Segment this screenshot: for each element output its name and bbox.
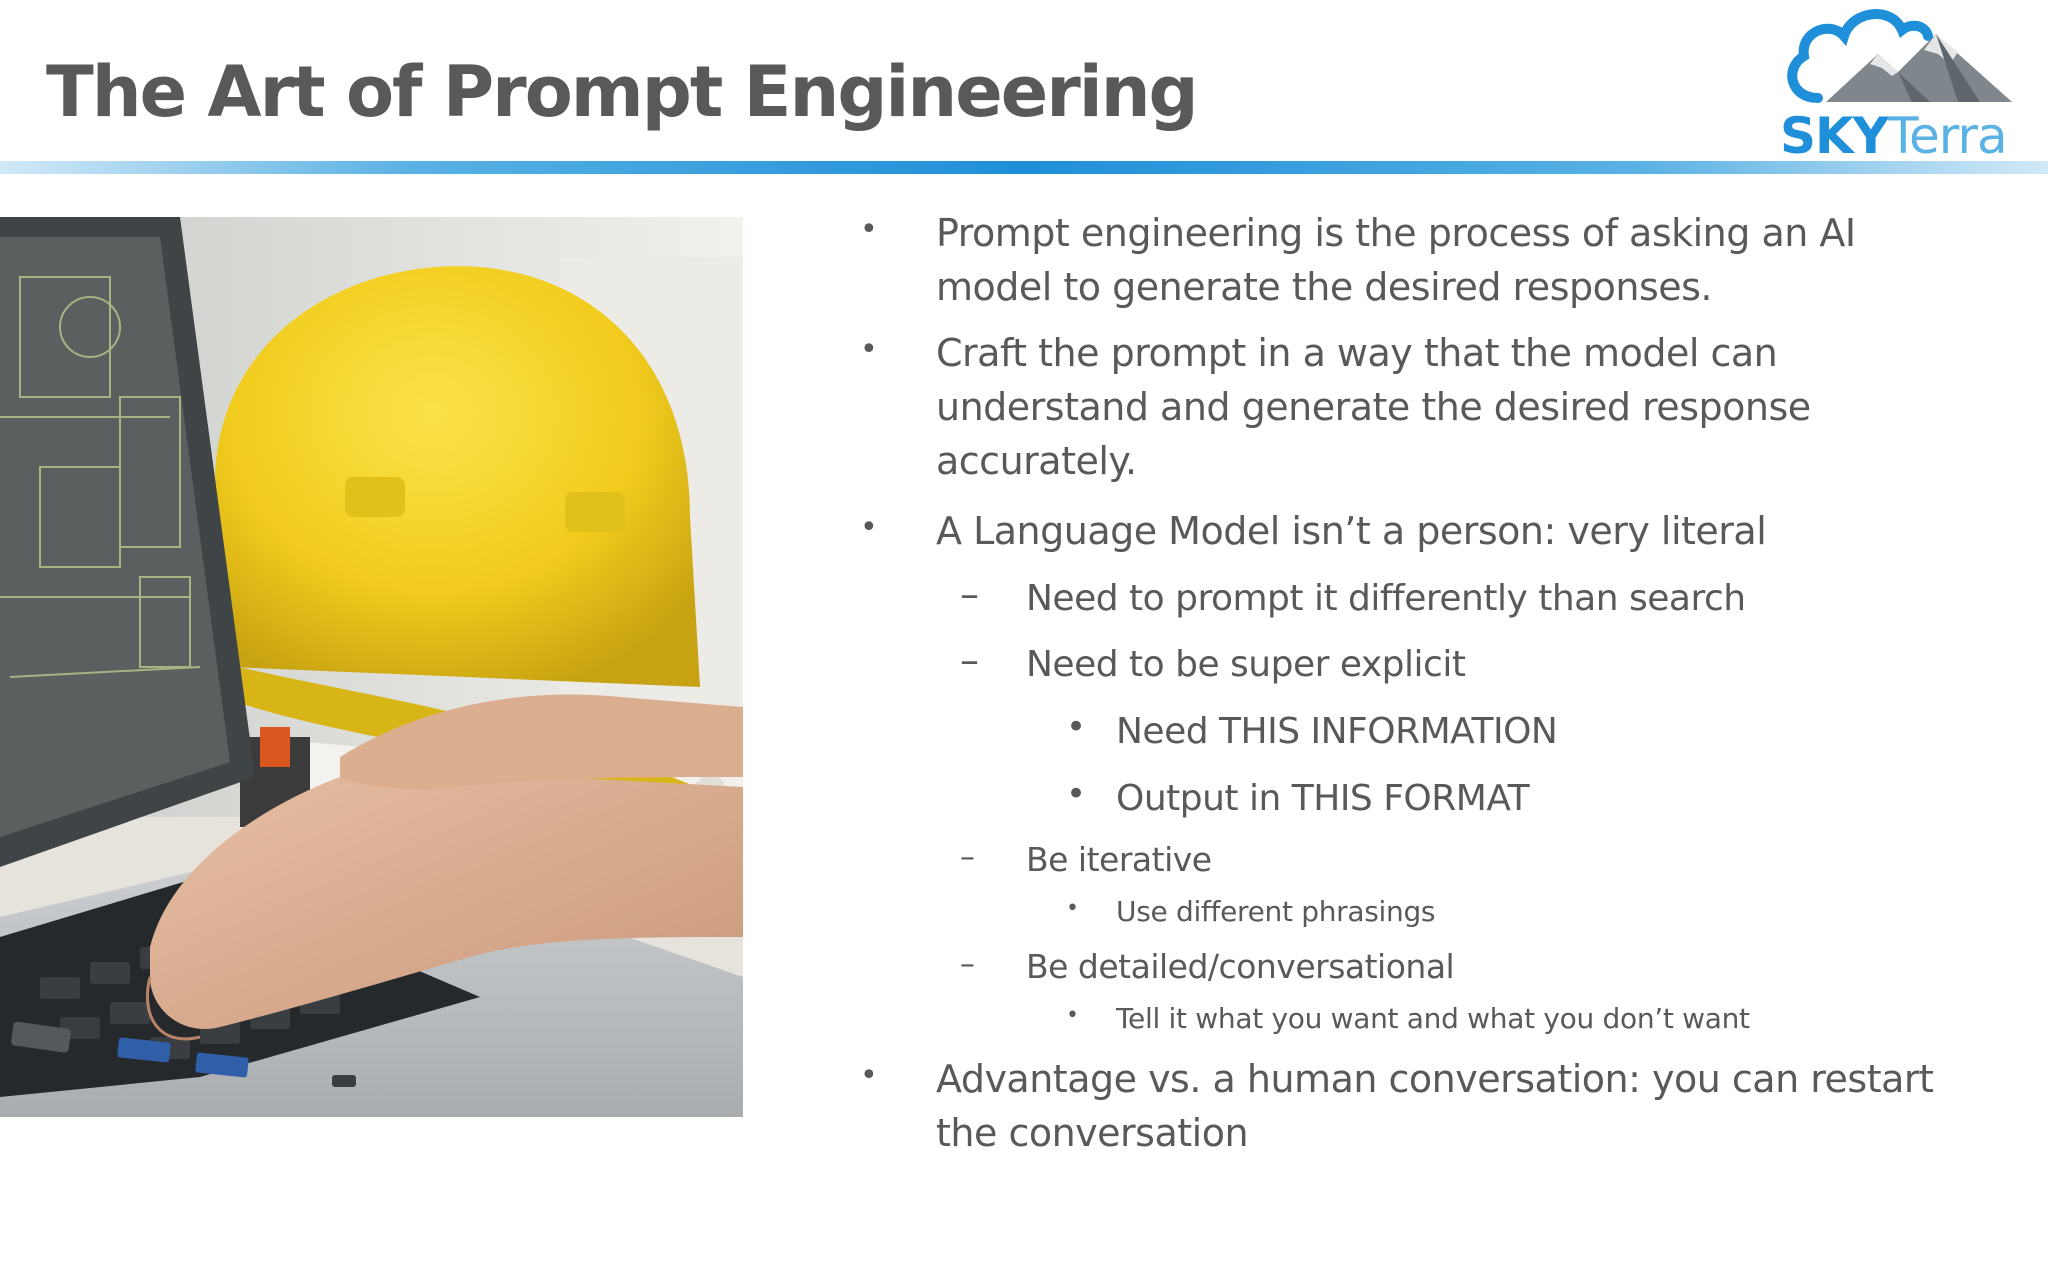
bullet-marker: • [1066, 896, 1079, 921]
bullet-text: the conversation [936, 1111, 1249, 1155]
bullet-marker: • [1066, 707, 1087, 747]
dash-marker: – [960, 572, 979, 616]
dash-marker: – [960, 840, 975, 875]
bullet-text: accurately. [936, 439, 1137, 483]
bullet-marker: • [1066, 1003, 1079, 1028]
bullet-text: Need to be super explicit [1026, 644, 1466, 685]
bullet-marker: • [860, 332, 878, 367]
bullet-text: Craft the prompt in a way that the model can [936, 331, 1778, 375]
bullet-text: Need THIS INFORMATION [1116, 711, 1558, 752]
bullet-text: Advantage vs. a human conversation: you can restart [936, 1057, 1934, 1101]
bullet-text: model to generate the desired responses. [936, 265, 1712, 309]
bullet-marker: • [860, 212, 878, 247]
bullet-text: A Language Model isn’t a person: very literal [936, 509, 1767, 553]
bullet-marker: • [1066, 774, 1087, 814]
bullet-marker: • [860, 510, 878, 545]
logo-sky-text: SKY [1780, 107, 1888, 165]
bullet-text: understand and generate the desired response [936, 385, 1811, 429]
bullet-text: Use different phrasings [1116, 895, 1436, 928]
logo-terra-text: Terra [1887, 107, 2007, 165]
bullet-marker: • [860, 1058, 878, 1093]
bullet-text: Be iterative [1026, 840, 1212, 879]
bullet-text: Prompt engineering is the process of asking an AI [936, 211, 1856, 255]
bullet-text: Be detailed/conversational [1026, 947, 1455, 986]
slide-title: The Art of Prompt Engineering [46, 51, 1197, 133]
dash-marker: – [960, 947, 975, 982]
bullet-text: Need to prompt it differently than search [1026, 578, 1746, 619]
bullet-text: Tell it what you want and what you don’t want [1116, 1002, 1750, 1035]
dash-marker: – [960, 638, 979, 682]
bullet-text: Output in THIS FORMAT [1116, 778, 1530, 819]
